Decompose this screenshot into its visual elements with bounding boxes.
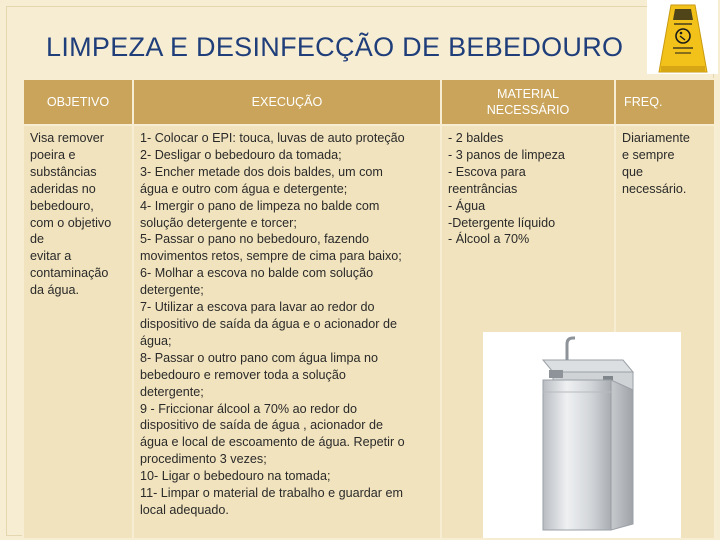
execucao-step-line: 5- Passar o pano no bebedouro, fazendo [140, 232, 369, 247]
freq-text-line: e sempre [622, 147, 675, 162]
header-freq: FREQ. [615, 79, 715, 125]
material-item-line: reentrâncias [448, 181, 518, 196]
objetivo-text-line: de [30, 232, 45, 247]
material-item-line: - Álcool a 70% [448, 232, 530, 247]
execucao-step-line: detergente; [140, 283, 204, 298]
objetivo-text-line: da água. [30, 283, 80, 298]
execucao-step-line: 4- Imergir o pano de limpeza no balde com [140, 198, 380, 213]
freq-text-line: que [622, 164, 644, 179]
execucao-step-line: bebedouro e remover toda a solução [140, 367, 346, 382]
cell-objetivo [23, 125, 133, 539]
objetivo-text-line: bebedouro, [30, 198, 94, 213]
execucao-step-line: 1- Colocar o EPI: touca, luvas de auto proteção [140, 131, 405, 145]
execucao-step-line: 10- Ligar o bebedouro na tomada; [140, 469, 331, 484]
execucao-step-line: água e outro com água e detergente; [140, 181, 348, 196]
water-fountain-image [483, 332, 681, 538]
execucao-step-line: local adequado. [140, 502, 229, 517]
execucao-step-line: água; [140, 333, 172, 348]
material-item-line: - Água [448, 198, 486, 213]
material-item-line: - Escova para [448, 164, 526, 179]
slide-title: LIMPEZA E DESINFECÇÃO DE BEBEDOURO [46, 32, 624, 62]
execucao-step-line: dispositivo de saída da água e o acionador de [140, 316, 397, 331]
cell-execucao [133, 125, 441, 539]
execucao-step-line: 9 - Friccionar álcool a 70% ao redor do [140, 401, 358, 416]
header-material-line1: MATERIAL [496, 87, 560, 101]
freq-text-line: Diariamente [622, 131, 690, 145]
freq-text-line: necessário. [622, 181, 687, 196]
execucao-step-line: dispositivo de saída de água , acionador de [140, 418, 383, 433]
execucao-step-line: movimentos retos, sempre de cima para baixo; [140, 249, 402, 264]
execucao-step-line: 2- Desligar o bebedouro da tomada; [140, 147, 342, 162]
objetivo-text-line: substâncias [30, 164, 97, 179]
header-objetivo: OBJETIVO [23, 79, 133, 125]
objetivo-text-line: Visa remover [30, 131, 104, 145]
execucao-step-line: 8- Passar o outro pano com água limpa no [140, 350, 379, 365]
objetivo-text-line: com o objetivo [30, 215, 112, 230]
material-item-line: - 3 panos de limpeza [448, 147, 565, 162]
execucao-step-line: 3- Encher metade dos dois baldes, um com [140, 164, 383, 179]
objetivo-text-line: poeira e [30, 147, 76, 162]
objetivo-text-line: contaminação [30, 266, 109, 281]
execucao-step-line: 11- Limpar o material de trabalho e guardar em [140, 486, 403, 501]
objetivo-text-line: aderidas no [30, 181, 96, 196]
execucao-step-line: água e local de escoamento de água. Repetir o [140, 435, 405, 450]
material-item-line: -Detergente líquido [448, 215, 556, 230]
header-execucao: EXECUÇÃO [133, 79, 441, 125]
execucao-step-line: 6- Molhar a escova no balde com solução [140, 266, 374, 281]
wet-floor-caution-sign-icon [647, 0, 718, 74]
material-item-line: - 2 baldes [448, 131, 504, 145]
table-header-row [23, 79, 715, 125]
execucao-step-line: 7- Utilizar a escova para lavar ao redor do [140, 300, 375, 315]
execucao-step-line: detergente; [140, 384, 204, 399]
execucao-step-line: procedimento 3 vezes; [140, 452, 267, 467]
header-material-line2: NECESSÁRIO [486, 103, 570, 117]
objetivo-text-line: evitar a [30, 249, 72, 264]
execucao-step-line: solução detergente e torcer; [140, 215, 297, 230]
header-material [441, 79, 615, 125]
